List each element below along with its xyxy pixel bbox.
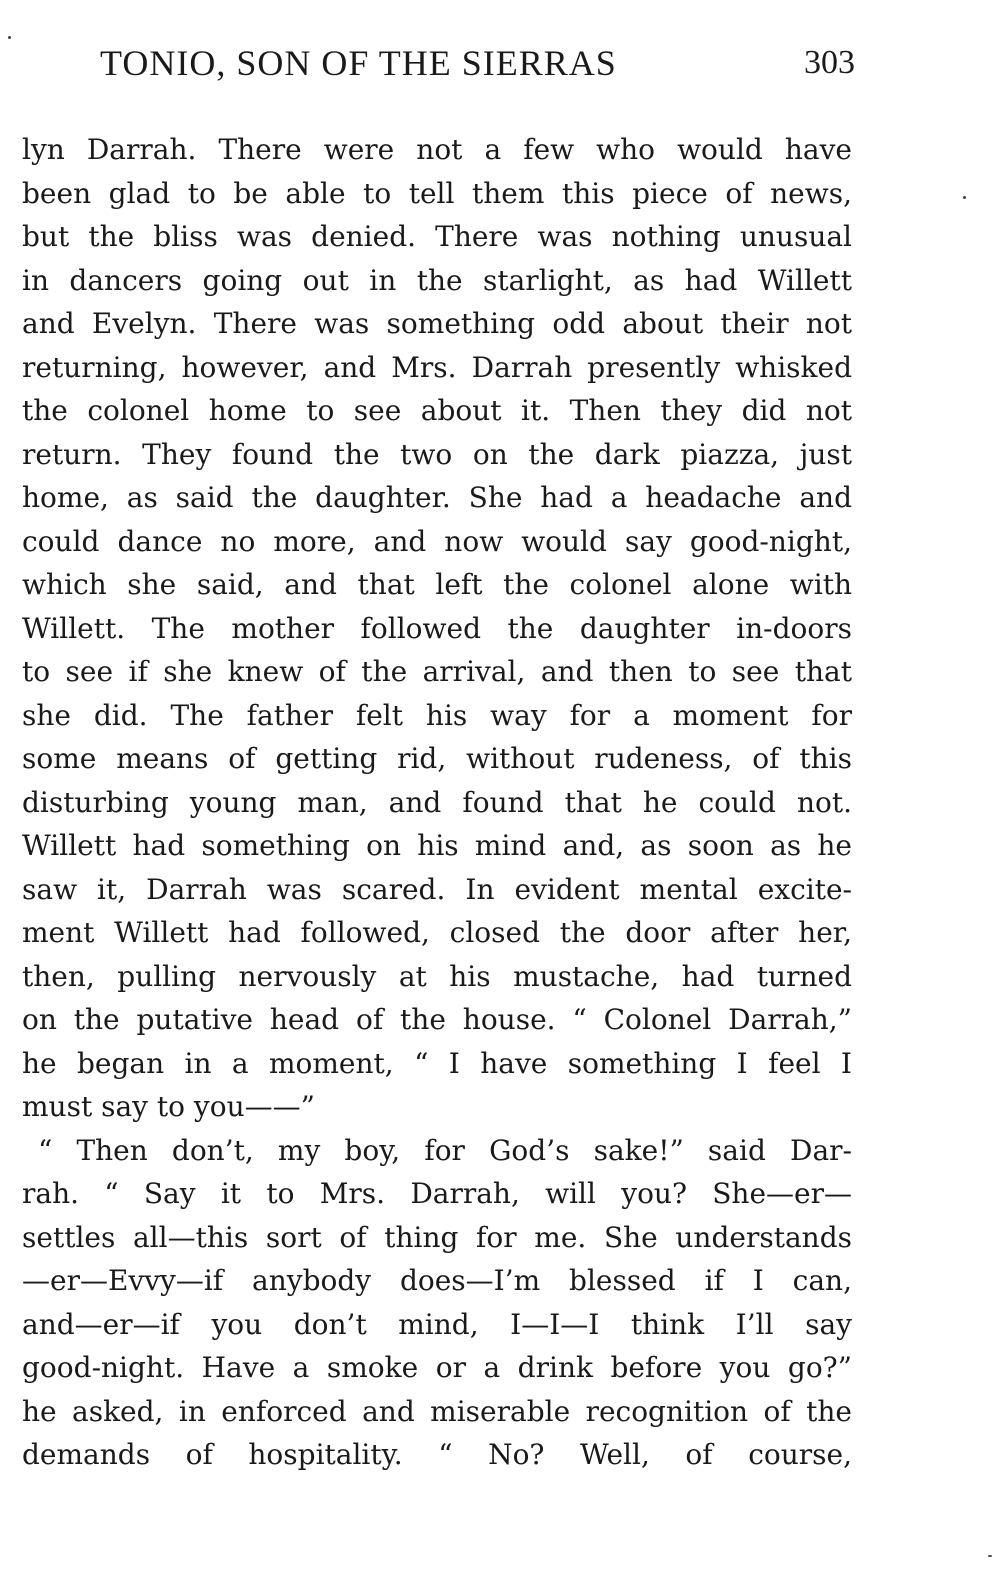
text-line: Willett had something on his mind and, as soon as he xyxy=(22,829,852,862)
text-line: lyn Darrah. There were not a few who would have xyxy=(22,133,852,166)
text-line: could dance no more, and now would say good-night, xyxy=(22,524,852,558)
text-line: settles all—this sort of thing for me. She understands xyxy=(22,1220,852,1254)
text-line: and—er—if you don’t mind, I—I—I think I’ll say xyxy=(22,1307,852,1341)
text-line: return. They found the two on the dark piazza, just xyxy=(22,437,852,471)
text-line: he began in a moment, “ I have something I feel I xyxy=(22,1046,852,1080)
scan-speck xyxy=(8,36,11,39)
text-line: on the putative head of the house. “ Colonel Darrah,” xyxy=(22,1003,852,1036)
page-header xyxy=(100,42,855,92)
scan-speck xyxy=(988,1555,992,1557)
text-line: but the bliss was denied. There was nothing unusual xyxy=(22,220,852,253)
text-line: rah. “ Say it to Mrs. Darrah, will you? She—er— xyxy=(22,1177,852,1210)
text-line: the colonel home to see about it. Then they did not xyxy=(22,394,852,427)
text-line: he asked, in enforced and miserable recognition of the xyxy=(22,1394,852,1428)
text-line: —er—Evvy—if anybody does—I’m blessed if I can, xyxy=(22,1264,852,1297)
text-line: disturbing young man, and found that he could not. xyxy=(22,785,852,819)
page-number: 303 xyxy=(804,44,855,81)
text-line: to see if she knew of the arrival, and then to see that xyxy=(22,655,852,688)
text-line: Willett. The mother followed the daughter in-doors xyxy=(22,611,852,645)
text-line: home, as said the daughter. She had a headache and xyxy=(22,481,852,514)
text-line: some means of getting rid, without rudeness, of this xyxy=(22,742,852,775)
text-line: in dancers going out in the starlight, as had Willett xyxy=(22,263,852,297)
text-line: saw it, Darrah was scared. In evident mental excite- xyxy=(22,872,852,906)
text-line: good-night. Have a smoke or a drink before you go?” xyxy=(22,1351,852,1384)
scan-speck xyxy=(963,196,966,199)
text-line: been glad to be able to tell them this piece of news, xyxy=(22,176,852,210)
body-text xyxy=(22,128,852,1477)
text-line: and Evelyn. There was something odd about their not xyxy=(22,307,852,340)
text-line: ment Willett had followed, closed the door after her, xyxy=(22,916,852,949)
text-line-paragraph-start: “ Then don’t, my boy, for God’s sake!” said Dar- xyxy=(38,1133,852,1167)
text-line: returning, however, and Mrs. Darrah presently whisked xyxy=(22,350,852,384)
text-line: then, pulling nervously at his mustache, had turned xyxy=(22,959,852,993)
text-line-paragraph-end: must say to you——” xyxy=(22,1090,315,1123)
text-line: which she said, and that left the colonel alone with xyxy=(22,568,852,601)
running-title: TONIO, SON OF THE SIERRAS xyxy=(100,43,617,83)
text-line: demands of hospitality. “ No? Well, of course, xyxy=(22,1438,852,1471)
text-line: she did. The father felt his way for a moment for xyxy=(22,698,852,732)
